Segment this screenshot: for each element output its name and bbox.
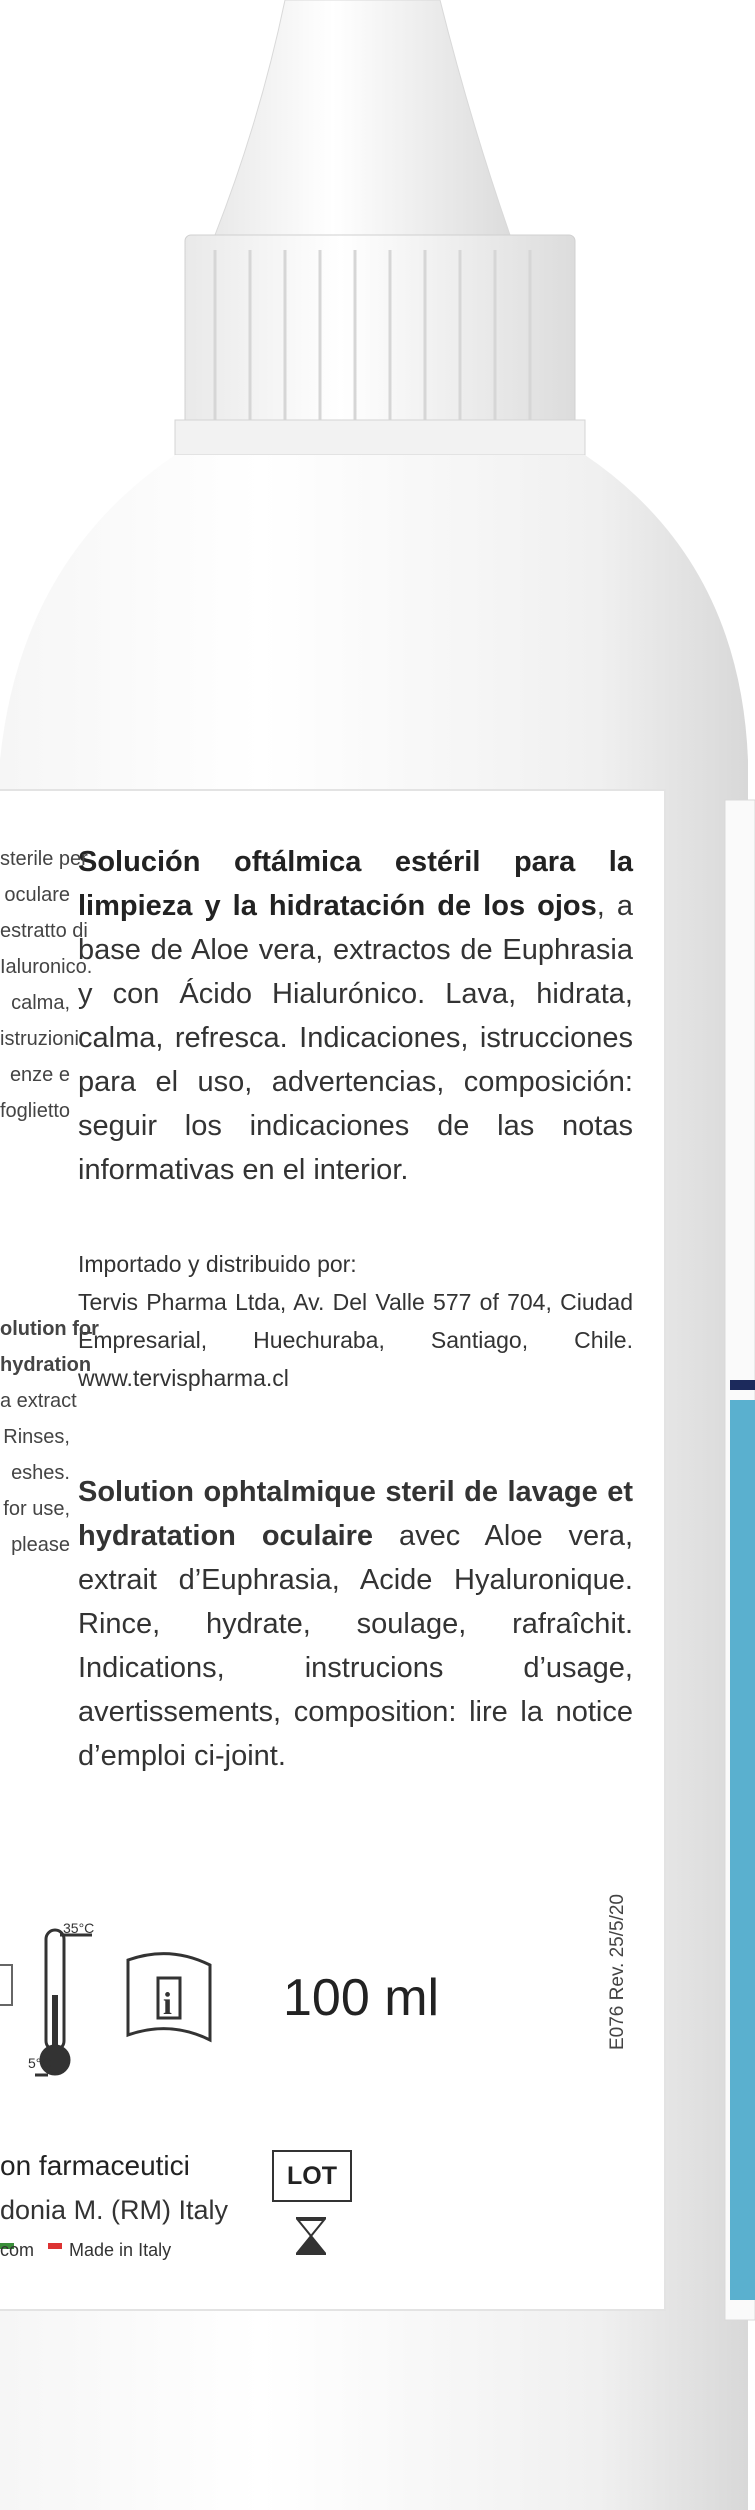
- cut-line: a extract: [0, 1390, 77, 1412]
- cut-line: foglietto: [0, 1100, 71, 1122]
- cut-italian-text: [0, 845, 93, 1125]
- cut-line: hydration: [0, 1354, 92, 1376]
- french-description: [78, 1470, 633, 1778]
- manufacturer-address: donia M. (RM) Italy: [0, 2195, 229, 2225]
- cut-line: istruzioni: [0, 1028, 79, 1050]
- cut-line: enze e: [9, 1064, 70, 1086]
- svg-text:i: i: [163, 1985, 172, 2021]
- cut-line: please: [11, 1534, 70, 1556]
- blue-band: [730, 1400, 755, 2300]
- cut-line: olution for: [0, 1318, 99, 1340]
- temp-high: 35°C: [63, 1920, 95, 1936]
- dark-stripe: [730, 1380, 755, 1390]
- cut-line: Ialuronico.: [0, 956, 93, 978]
- french-rest: avec Aloe vera, extrait d’Euphrasia, Acide Hyaluronique. Rince, hydrate, soulage, rafraîchit. Indications, instrucions d’usage, avertissements, composition: lire la notice d’emploi ci-joint.: [78, 1520, 634, 1772]
- cut-english-text: [0, 1315, 99, 1559]
- manufacturer-name: on farmaceutici: [0, 2150, 190, 2181]
- manufacturer-web: com: [0, 2240, 35, 2260]
- cut-line: estratto di: [0, 920, 88, 942]
- french-lead: Solution ophtalmique steril de lavage et hydratation oculaire: [78, 1476, 633, 1552]
- spanish-rest: , a base de Aloe vera, extractos de Euphrasia y con Ácido Hialurónico. Lava, hidrata, calma, refresca. Indicaciones, istrucciones para el uso, advertencias, composición: seguir los indicaciones de las notas informativas en el interior.: [78, 890, 633, 1186]
- made-in-italy: Made in Italy: [69, 2240, 172, 2260]
- manufacturer-footer: [0, 2240, 171, 2261]
- revision-code: E076 Rev. 25/5/20: [607, 1894, 628, 2050]
- cut-line: for use,: [3, 1498, 70, 1520]
- cut-line: Rinses,: [3, 1426, 70, 1448]
- spanish-lead: Solución oftálmica estéril para la limpieza y la hidratación de los ojos: [78, 846, 633, 922]
- volume: 100 ml: [283, 1969, 440, 2027]
- importer-line1: Importado y distribuido por:: [78, 1251, 357, 1277]
- importer-line2: Tervis Pharma Ltda, Av. Del Valle 577 of 704, Ciudad Empresarial, Huechuraba, Santiago, Chile. www.tervispharma.cl: [78, 1289, 633, 1391]
- spanish-description: [78, 840, 633, 1192]
- cut-line: oculare: [4, 884, 70, 906]
- lot-symbol: LOT: [272, 2150, 352, 2202]
- importer-info: [78, 1245, 633, 1397]
- cut-line: eshes.: [11, 1462, 70, 1484]
- cut-line: sterile per: [0, 848, 88, 870]
- temp-low: 5°C: [28, 2055, 52, 2071]
- cut-line: calma,: [11, 992, 70, 1014]
